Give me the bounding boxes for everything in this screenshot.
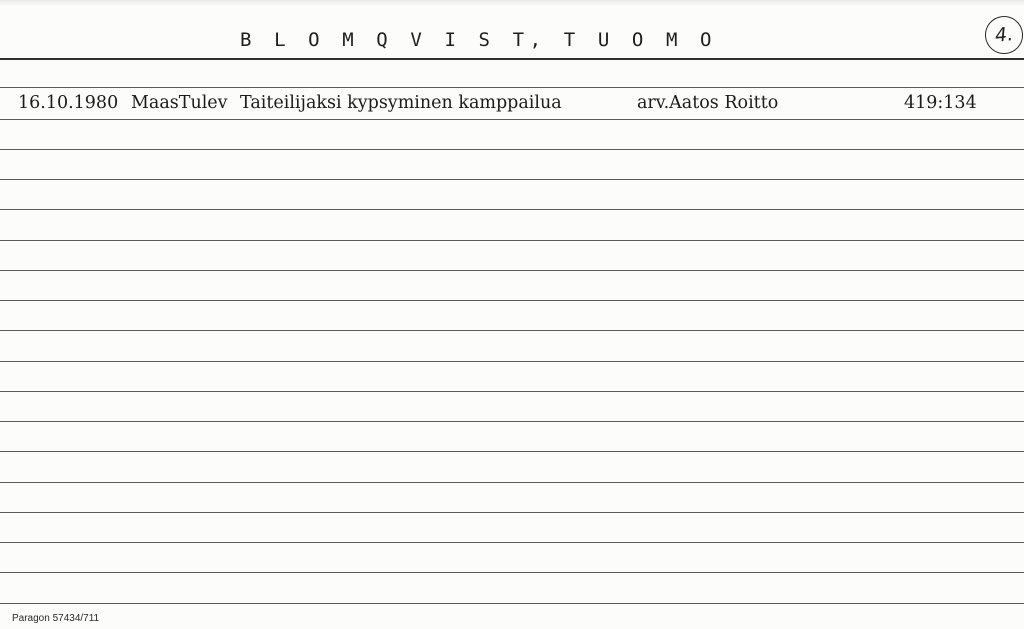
ruled-line bbox=[0, 603, 1024, 604]
card-edge-shadow bbox=[0, 0, 1024, 6]
ruled-line bbox=[0, 482, 1024, 483]
ruled-line bbox=[0, 300, 1024, 301]
entry-reviewer: arv.Aatos Roitto bbox=[637, 93, 779, 113]
ruled-line bbox=[0, 391, 1024, 392]
ruled-line bbox=[0, 87, 1024, 88]
entry-title: Taiteilijaksi kypsyminen kamppailua bbox=[240, 93, 562, 113]
entry-reference: 419:134 bbox=[904, 93, 977, 113]
ruled-line bbox=[0, 149, 1024, 150]
entry-date: 16.10.1980 bbox=[18, 93, 119, 113]
ruled-line bbox=[0, 572, 1024, 573]
card-number-circled: 4. bbox=[983, 14, 1024, 56]
ruled-line bbox=[0, 542, 1024, 543]
ruled-line bbox=[0, 361, 1024, 362]
ruled-line bbox=[0, 209, 1024, 210]
ruled-line bbox=[0, 421, 1024, 422]
ruled-line bbox=[0, 330, 1024, 331]
header-rule bbox=[0, 58, 1024, 60]
ruled-line bbox=[0, 451, 1024, 452]
card-name-heading: B L O M Q V I S T, T U O M O bbox=[240, 29, 718, 51]
ruled-line bbox=[0, 119, 1024, 120]
ruled-line bbox=[0, 179, 1024, 180]
ruled-line bbox=[0, 240, 1024, 241]
entry-source: MaasTulev bbox=[131, 93, 228, 113]
ruled-line bbox=[0, 270, 1024, 271]
printer-mark: Paragon 57434/711 bbox=[12, 613, 100, 624]
ruled-line bbox=[0, 512, 1024, 513]
